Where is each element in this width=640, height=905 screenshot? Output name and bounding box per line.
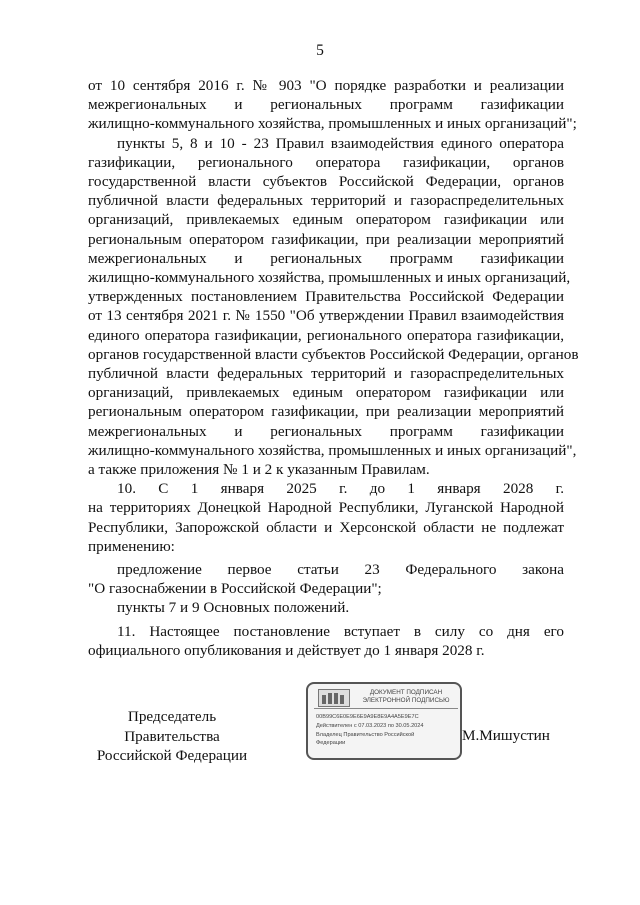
text-line: предложение первое статьи 23 Федерального закона <box>117 561 564 578</box>
stamp-title-line1: ДОКУМЕНТ ПОДПИСАН <box>369 689 443 696</box>
text-line: "О газоснабжении в Российской Федерации"; <box>88 580 382 598</box>
text-line: 11. Настоящее постановление вступает в силу со дня его <box>117 622 564 640</box>
text-line: жилищно-коммунального хозяйства, промышленных и иных организаций", <box>88 441 577 459</box>
signatory-name: М.Мишустин <box>462 727 550 744</box>
text-line: организаций, привлекаемых единым оператором газификации или <box>88 384 564 402</box>
text-line: применению: <box>88 537 175 555</box>
text-line: публичной власти федеральных территорий и газораспределительных <box>88 192 564 210</box>
text-line: от 13 сентября 2021 г. № 1550 "Об утверждении Правил взаимодействия <box>88 307 564 325</box>
text-line: а также приложения № 1 и 2 к указанным Правилам. <box>88 461 430 478</box>
stamp-validity: Действителен с 07.03.2023 по 30.05.2024 <box>316 723 424 729</box>
text-line: 10. С 1 января 2025 г. до 1 января 2028 г. <box>117 480 564 498</box>
text-line: государственной власти субъектов Российской Федерации, органов <box>88 173 564 190</box>
text-line: межрегиональных и региональных программ газификации <box>88 422 564 440</box>
text-line: на территориях Донецкой Народной Республики, Луганской Народной <box>88 499 564 517</box>
signatory-title-line1: Председатель Правительства <box>124 708 220 745</box>
text-line: органов государственной власти субъектов Российской Федерации, органов <box>88 345 579 363</box>
text-line: жилищно-коммунального хозяйства, промышленных и иных организаций"; <box>88 115 577 133</box>
stamp-owner-line1: Владелец Правительство Российской <box>316 732 415 738</box>
text-line: публичной власти федеральных территорий и газораспределительных <box>88 365 564 382</box>
text-line: региональным оператором газификации, при реализации мероприятий <box>88 230 564 248</box>
text-line: от 10 сентября 2016 г. № 903 "О порядке разработки и реализации <box>88 77 564 94</box>
text-line: жилищно-коммунального хозяйства, промышленных и иных организаций, <box>88 269 571 286</box>
text-line: межрегиональных и региональных программ газификации <box>88 96 564 114</box>
signatory-title-line2: Российской Федерации <box>96 747 248 764</box>
text-line: официального опубликования и действует до 1 января 2028 г. <box>88 641 485 659</box>
emblem-icon <box>318 689 350 707</box>
stamp-title-line2: ЭЛЕКТРОННОЙ ПОДПИСЬЮ <box>362 697 450 705</box>
stamp-owner-line2: Федерации <box>316 740 346 746</box>
electronic-signature-stamp <box>306 682 462 760</box>
page-number: 5 <box>316 42 324 59</box>
text-line: газификации, регионального оператора газификации, органов <box>88 153 564 171</box>
text-line: региональным оператором газификации, при реализации мероприятий <box>88 403 564 421</box>
stamp-header <box>314 688 458 709</box>
signatory-title <box>80 707 264 766</box>
text-line: пункты 5, 8 и 10 - 23 Правил взаимодействия единого оператора <box>117 134 564 152</box>
stamp-certificate: 00B99C6E0E9E6E9A9E8E9A4A5E9E7C <box>316 714 419 720</box>
text-line: организаций, привлекаемых единым оператором газификации или <box>88 211 564 229</box>
text-line: Республики, Запорожской области и Херсонской области не подлежат <box>88 518 564 536</box>
text-line: единого оператора газификации, регионального оператора газификации, <box>88 326 564 344</box>
text-line: пункты 7 и 9 Основных положений. <box>117 599 350 617</box>
stamp-title <box>354 689 458 705</box>
text-line: межрегиональных и региональных программ газификации <box>88 249 564 267</box>
text-line: утвержденных постановлением Правительства Российской Федерации <box>88 288 564 306</box>
